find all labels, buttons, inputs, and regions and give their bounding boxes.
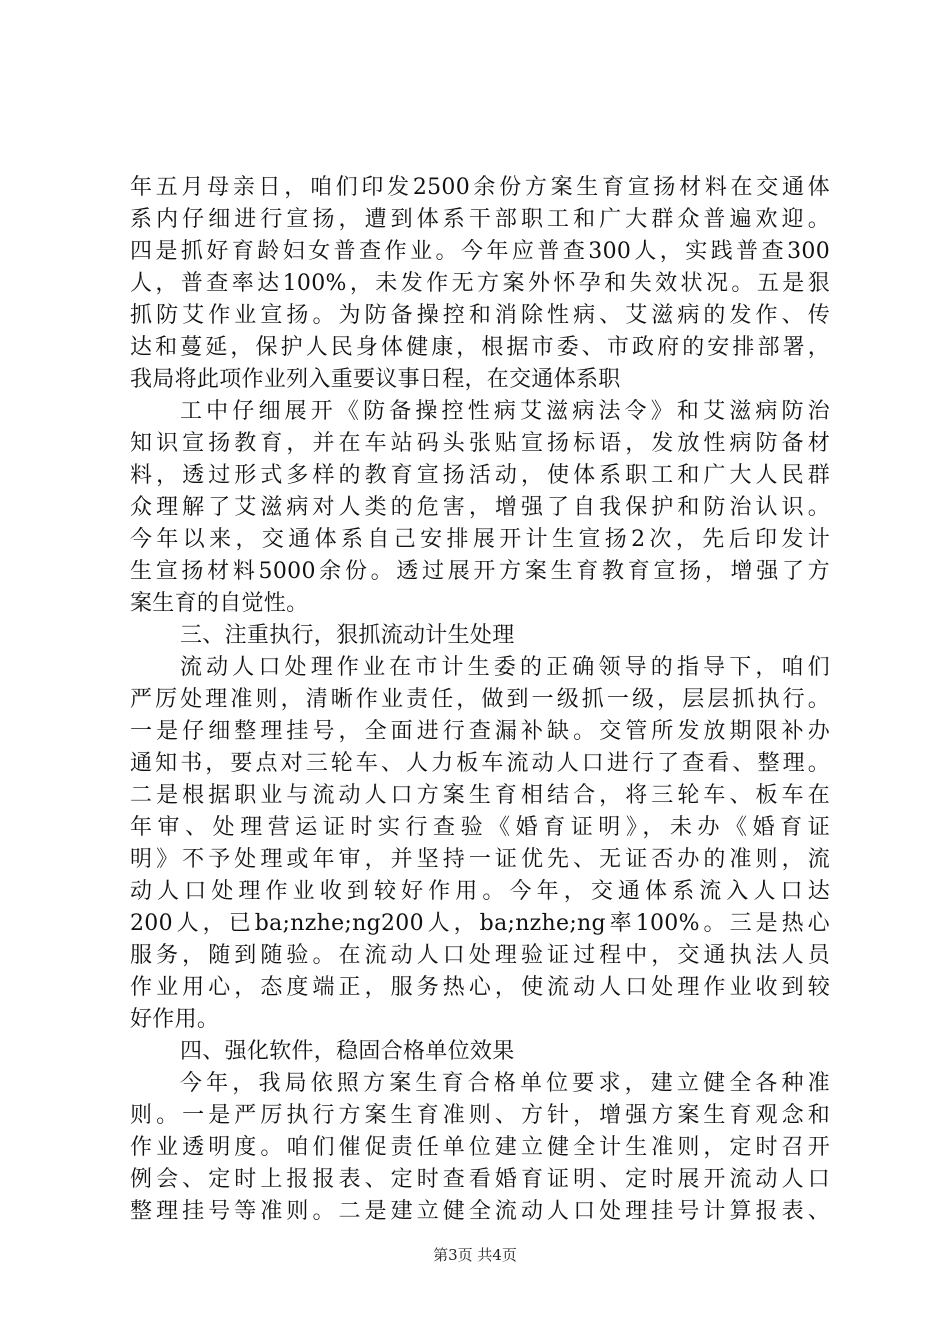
text-line: 料，透过形式多样的教育宣扬活动，使体系职工和广大人民群 (130, 463, 830, 488)
text-line: 例会、定时上报报表、定时查看婚育证明、定时展开流动人口 (130, 1167, 830, 1192)
text-line: 人，普查率达100%，未发作无方案外怀孕和失效状况。五是狠 (130, 271, 830, 296)
text-line: 抓防艾作业宣扬。为防备操控和消除性病、艾滋病的发作、传 (130, 303, 830, 328)
text-line: 一是仔细整理挂号，全面进行查漏补缺。交管所发放期限补办 (130, 719, 830, 744)
page-number-footer: 第3页 共4页 (433, 1246, 517, 1264)
text-line: 我局将此项作业列入重要议事日程，在交通体系职 (130, 367, 621, 392)
text-line: 年审、处理营运证时实行查验《婚育证明》，未办《婚育证 (130, 815, 830, 840)
text-line: 今年以来，交通体系自己安排展开计生宣扬2次，先后印发计 (130, 527, 830, 552)
text-line: 严厉处理准则，清晰作业责任，做到一级抓一级，层层抓执行。 (130, 687, 830, 712)
text-line: 好作用。 (130, 1007, 220, 1032)
text-line: 生宣扬材料5000余份。透过展开方案生育教育宣扬，增强了方 (130, 559, 830, 584)
text-line: 200人，已ba;nzhe;ng200人，ba;nzhe;ng率100%。三是热心 (130, 911, 830, 936)
text-line: 今年，我局依照方案生育合格单位要求，建立健全各种准 (180, 1071, 830, 1096)
text-line: 流动人口处理作业在市计生委的正确领导的指导下，咱们 (180, 655, 830, 680)
text-line: 知识宣扬教育，并在车站码头张贴宣扬标语，发放性病防备材 (130, 431, 830, 456)
text-line: 年五月母亲日，咱们印发2500余份方案生育宣扬材料在交通体 (130, 175, 830, 200)
text-line: 则。一是严厉执行方案生育准则、方针，增强方案生育观念和 (130, 1103, 830, 1128)
text-line: 服务，随到随验。在流动人口处理验证过程中，交通执法人员 (130, 943, 830, 968)
text-line: 众理解了艾滋病对人类的危害，增强了自我保护和防治认识。 (130, 495, 830, 520)
text-line: 动人口处理作业收到较好作用。今年，交通体系流入人口达 (130, 879, 830, 904)
text-line: 通知书，要点对三轮车、人力板车流动人口进行了查看、整理。 (130, 751, 830, 776)
text-line: 明》不予处理或年审，并坚持一证优先、无证否办的准则，流 (130, 847, 830, 872)
section-heading: 三、注重执行，狠抓流动计生处理 (180, 623, 515, 648)
text-line: 案生育的自觉性。 (130, 591, 309, 616)
text-line: 作业透明度。咱们催促责任单位建立健全计生准则，定时召开 (130, 1135, 830, 1160)
text-line: 工中仔细展开《防备操控性病艾滋病法令》和艾滋病防治 (180, 399, 830, 424)
text-line: 作业用心，态度端正，服务热心，使流动人口处理作业收到较 (130, 975, 830, 1000)
document-body (130, 172, 830, 1228)
text-line: 系内仔细进行宣扬，遭到体系干部职工和广大群众普遍欢迎。 (130, 207, 830, 232)
text-line: 四是抓好育龄妇女普查作业。今年应普查300人，实践普查300 (130, 239, 830, 264)
text-line: 达和蔓延，保护人民身体健康，根据市委、市政府的安排部署， (130, 335, 830, 360)
text-line: 整理挂号等准则。二是建立健全流动人口处理挂号计算报表、 (130, 1199, 830, 1224)
text-line: 二是根据职业与流动人口方案生育相结合，将三轮车、板车在 (130, 783, 830, 808)
section-heading: 四、强化软件，稳固合格单位效果 (180, 1039, 515, 1064)
